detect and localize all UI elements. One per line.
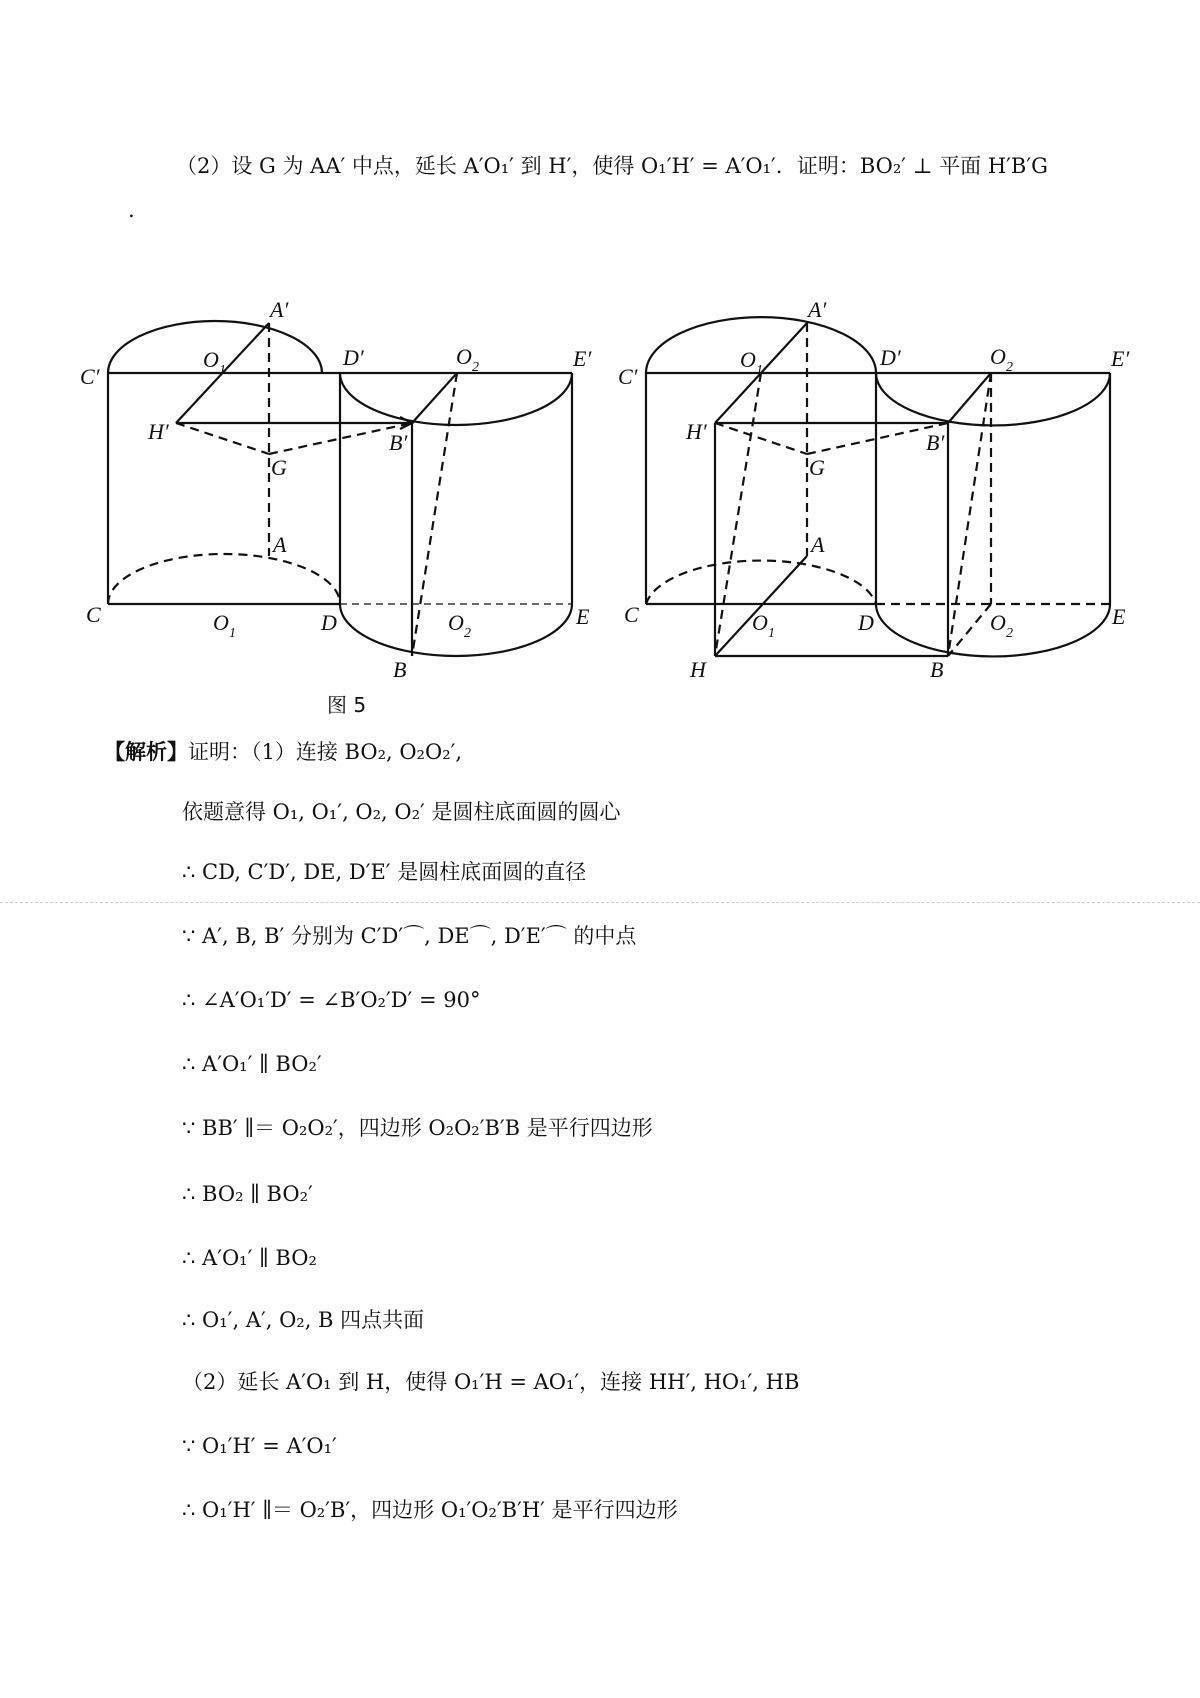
label-O1-sub: 1 [768,626,775,641]
label-C-prime: C′ [80,364,100,389]
right-figure [646,317,1110,656]
step-2: ∴ CD, C′D′, DE, D′E′ 是圆柱底面圆的直径 [182,860,587,884]
label-D-prime: D′ [880,345,901,370]
step-9: ∴ O₁′, A′, O₂, B 四点共面 [182,1308,425,1332]
step-7: ∴ BO₂ ∥ BO₂′ [182,1182,313,1206]
step-11: ∵ O₁′H′ = A′O₁′ [182,1434,337,1458]
step-3: ∵ A′, B, B′ 分别为 C′D′⌒, DE⌒, D′E′⌒ 的中点 [182,924,637,948]
page-divider [0,902,1200,903]
label-G: G [809,455,825,480]
label-O1: O [213,610,229,635]
label-B: B [930,657,944,682]
right-labels [618,297,1130,682]
label-B-prime: B′ [926,430,945,455]
label-E: E [576,604,590,629]
label-C-prime: C′ [618,364,638,389]
label-B-prime: B′ [389,430,408,455]
label-H-prime: H′ [148,419,169,444]
label-O2-prime: O [990,344,1006,369]
solution-heading: 【解析】 [104,739,188,764]
label-D: D [858,610,874,635]
label-O2-sub: 2 [1006,626,1013,641]
left-labels [80,297,592,717]
step-6: ∵ BB′ ∥＝ O₂O₂′，四边形 O₂O₂′B′B 是平行四边形 [182,1116,653,1140]
label-A: A [273,532,287,557]
step-8: ∴ A′O₁′ ∥ BO₂ [182,1246,317,1270]
figure-caption: 图 5 [327,693,367,717]
label-A-prime: A′ [270,297,289,322]
label-C: C [624,602,639,627]
label-O2: O [990,610,1006,635]
label-A-prime: A′ [808,297,827,322]
left-figure [108,321,572,656]
label-H: H [690,657,706,682]
label-A: A [811,532,825,557]
label-B: B [393,657,407,682]
solution-intro-line [104,738,462,766]
label-O2-prime: O [456,344,472,369]
step-4: ∴ ∠A′O₁′D′ = ∠B′O₂′D′ = 90° [182,988,481,1012]
part2-statement: （2）设 G 为 AA′ 中点，延长 A′O₁′ 到 H′，使得 O₁′H′ = A′O₁′．证明：BO₂′ ⊥ 平面 H′B′G [176,154,1048,178]
label-H-prime: H′ [686,419,707,444]
label-G: G [271,455,287,480]
label-E-prime: E′ [1111,346,1130,371]
step-5: ∴ A′O₁′ ∥ BO₂′ [182,1052,322,1076]
trailing-dot: . [128,198,135,222]
label-O1-prime: O [203,347,219,372]
label-O2-sub: 2 [464,626,471,641]
label-E: E [1112,604,1126,629]
step-10: （2）延长 A′O₁ 到 H，使得 O₁′H = AO₁′，连接 HH′, HO₁′, HB [182,1370,800,1394]
step-1: 依题意得 O₁, O₁′, O₂, O₂′ 是圆柱底面圆的圆心 [182,800,621,824]
label-O2: O [448,610,464,635]
figure-5 [0,0,1200,720]
label-O1-prime: O [740,347,756,372]
step-12: ∴ O₁′H′ ∥＝ O₂′B′，四边形 O₁′O₂′B′H′ 是平行四边形 [182,1498,678,1522]
label-C: C [86,602,101,627]
label-O1-prime-sub: 1 [219,363,226,378]
solution-intro: 证明：（1）连接 BO₂, O₂O₂′, [188,740,463,764]
label-O1-prime-sub: 1 [756,363,763,378]
label-O2-prime-sub: 2 [1006,360,1013,375]
label-E-prime: E′ [573,346,592,371]
label-O1: O [752,610,768,635]
label-D: D [321,610,337,635]
label-O1-sub: 1 [229,626,236,641]
label-D-prime: D′ [343,345,364,370]
label-O2-prime-sub: 2 [472,360,479,375]
